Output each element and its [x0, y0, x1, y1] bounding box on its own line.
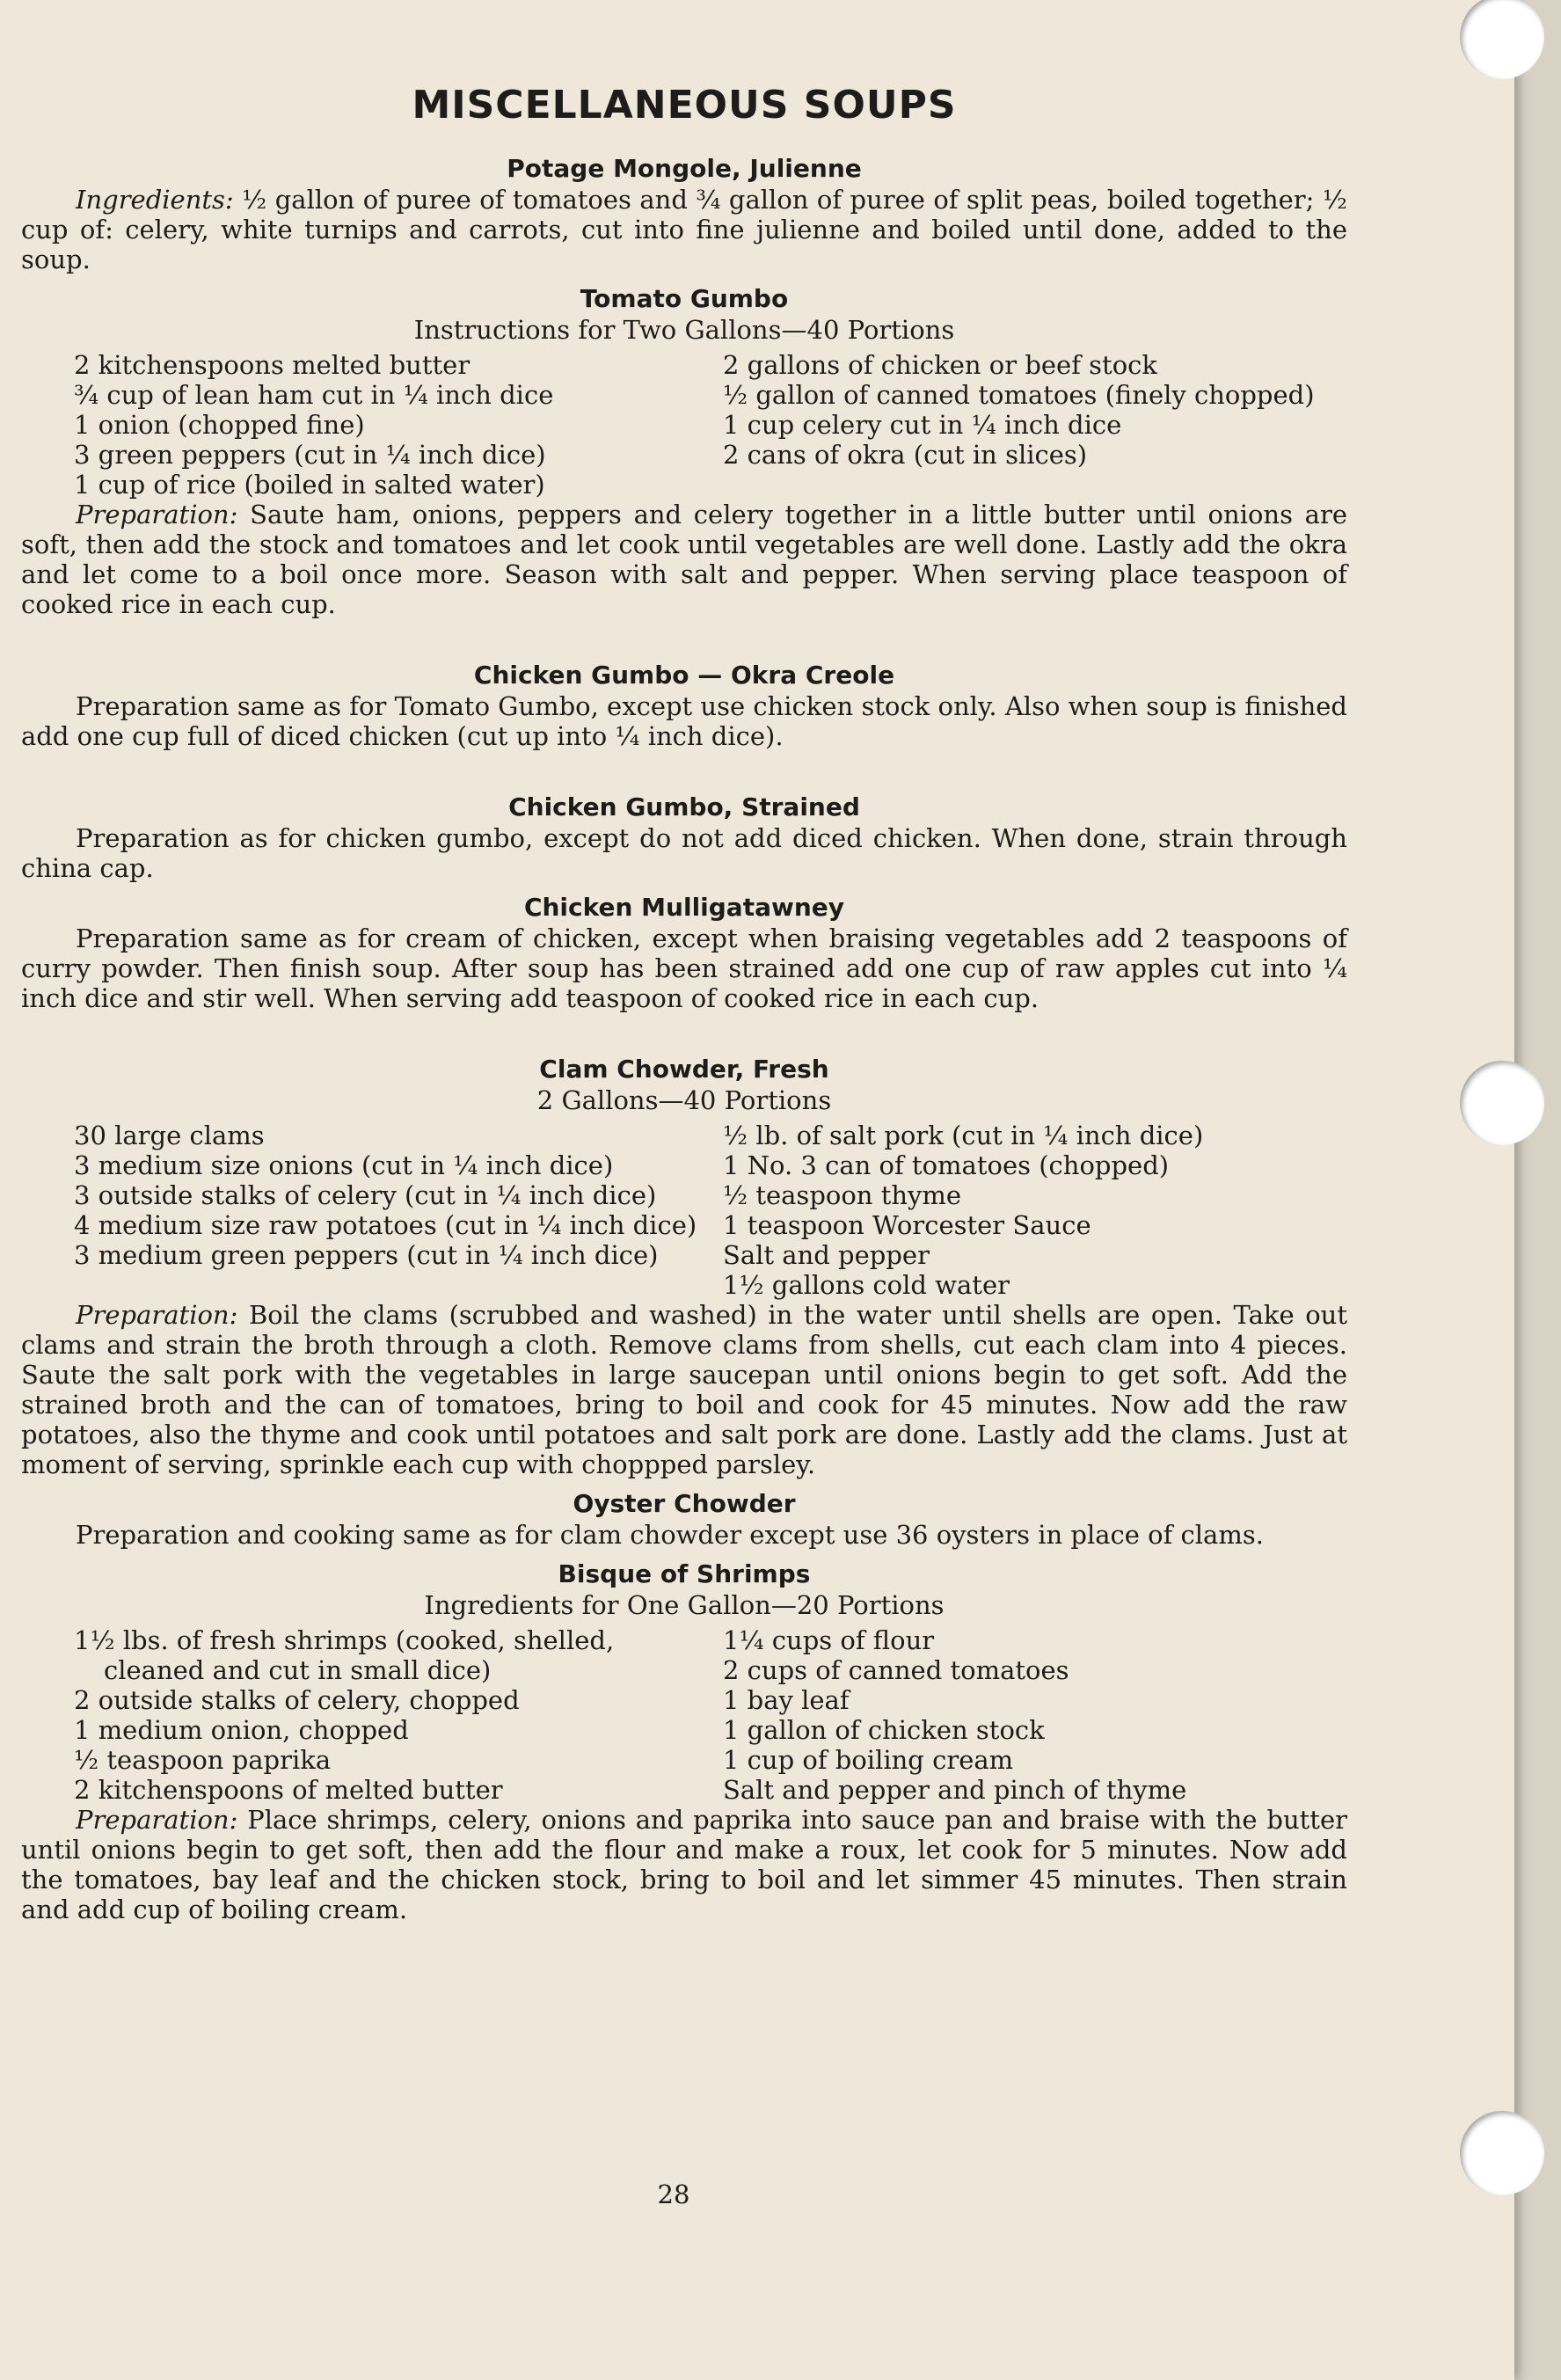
ingredient-item: 2 cans of okra (cut in slices)	[723, 440, 1088, 470]
ingredient-columns	[21, 350, 1347, 500]
recipe-instructions	[21, 691, 1347, 751]
paragraph-lead: Ingredients:	[76, 185, 234, 215]
ingredient-list-left	[21, 1625, 707, 1805]
ingredient-columns	[21, 1625, 1347, 1805]
paragraph-text: Boil the clams (scrubbed and washed) in the water until shells are open. Take out clams and strain the broth through a cloth. Remove clams from shells, cut each clam into 4 pieces. Saute the salt pork with the vegetables in large saucepan until onions begin to get soft. Add the strained broth and the can of tomatoes, bring to boil and cook for 45 minutes. Now add the raw potatoes, also the thyme and cook until potatoes and salt pork are done. Lastly add the clams. Just at moment of serving, sprinkle each cup with choppped parsley.	[21, 1300, 1347, 1479]
recipe-title: Potage Mongole, Julienne	[507, 154, 862, 183]
recipe-title: Tomato Gumbo	[580, 284, 789, 313]
recipe-potage-mongole	[21, 153, 1347, 274]
recipe-instructions	[21, 185, 1347, 274]
ingredient-item: 1 No. 3 can of tomatoes (chopped)	[723, 1150, 1170, 1180]
ingredient-item: 1 cup celery cut in ¼ inch dice	[723, 410, 1122, 440]
ingredient-item: 4 medium size raw potatoes (cut in ¼ inch dice)	[74, 1210, 697, 1240]
paragraph-text: Preparation same as for Tomato Gumbo, except use chicken stock only. Also when soup is finished add one cup full of diced chicken (cut up into ¼ inch dice).	[21, 691, 1347, 751]
recipe-title: Chicken Gumbo — Okra Creole	[473, 661, 895, 690]
ingredient-item: 1 onion (chopped fine)	[74, 410, 365, 440]
paragraph-text: Preparation as for chicken gumbo, except do not add diced chicken. When done, strain through china cap.	[21, 823, 1347, 883]
paragraph-lead: Preparation:	[76, 1805, 238, 1835]
binder-hole-top	[1460, 0, 1544, 79]
ingredient-item: 1 cup of rice (boiled in salted water)	[74, 470, 545, 500]
ingredient-item: 3 medium size onions (cut in ¼ inch dice)	[74, 1150, 614, 1180]
ingredient-list-right	[707, 1625, 1347, 1805]
ingredient-item: 3 medium green peppers (cut in ¼ inch dice)	[74, 1240, 659, 1270]
ingredient-item: ½ lb. of salt pork (cut in ¼ inch dice)	[723, 1121, 1204, 1150]
recipe-yield: Instructions for Two Gallons—40 Portions	[413, 315, 955, 345]
recipe-instructions	[21, 1805, 1347, 1924]
paragraph-text: Saute ham, onions, peppers and celery together in a little butter until onions are soft, then add the stock and tomatoes and let cook until vegetables are well done. Lastly add the okra and let come to a boil once more. Season with salt and pepper. When serving place teaspoon of cooked rice in each cup.	[21, 500, 1347, 619]
ingredient-item: 30 large clams	[74, 1121, 265, 1150]
paragraph-lead: Preparation:	[76, 500, 238, 529]
ingredient-item: ½ teaspoon thyme	[723, 1180, 962, 1210]
recipe-clam-chowder-fresh	[21, 1054, 1347, 1479]
ingredient-item: ½ gallon of canned tomatoes (finely chopped)	[723, 380, 1315, 410]
recipe-chicken-gumbo-okra-creole	[21, 660, 1347, 751]
recipe-tomato-gumbo	[21, 283, 1347, 619]
ingredient-item: 1 gallon of chicken stock	[723, 1715, 1045, 1745]
ingredient-item: 1½ lbs. of fresh shrimps (cooked, shelled, cleaned and cut in small dice)	[74, 1625, 615, 1685]
ingredient-list-left	[21, 350, 707, 500]
binder-hole-bottom	[1460, 2111, 1544, 2195]
recipe-instructions	[21, 500, 1347, 619]
ingredient-item: 1¼ cups of flour	[723, 1625, 935, 1655]
paragraph-text: Preparation and cooking same as for clam chowder except use 36 oysters in place of clams.	[76, 1520, 1264, 1550]
ingredient-item: 1 cup of boiling cream	[723, 1745, 1014, 1775]
ingredient-item: ½ teaspoon paprika	[74, 1745, 332, 1775]
recipe-instructions	[21, 1520, 1347, 1550]
ingredient-item: ¾ cup of lean ham cut in ¼ inch dice	[74, 380, 554, 410]
ingredient-item: 2 gallons of chicken or beef stock	[723, 350, 1157, 380]
ingredient-item: 2 cups of canned tomatoes	[723, 1655, 1069, 1685]
ingredient-item: 3 green peppers (cut in ¼ inch dice)	[74, 440, 546, 470]
recipe-chicken-gumbo-strained	[21, 792, 1347, 883]
page-content	[21, 81, 1347, 1924]
recipe-title: Oyster Chowder	[573, 1489, 796, 1518]
ingredient-item: Salt and pepper	[723, 1240, 930, 1270]
recipe-oyster-chowder	[21, 1488, 1347, 1550]
ingredient-item: 1 bay leaf	[723, 1685, 850, 1715]
recipe-chicken-mulligatawney	[21, 892, 1347, 1013]
recipe-instructions	[21, 823, 1347, 883]
paragraph-lead: Preparation:	[76, 1300, 238, 1330]
binder-hole-middle	[1460, 1061, 1544, 1145]
recipe-title: Bisque of Shrimps	[558, 1559, 811, 1588]
paragraph-text: Place shrimps, celery, onions and paprika into sauce pan and braise with the butter until onions begin to get soft, then add the flour and make a roux, let cook for 5 minutes. Now add the tomatoes, bay leaf and the chicken stock, bring to boil and let simmer 45 minutes. Then strain and add cup of boiling cream.	[21, 1805, 1347, 1924]
ingredient-columns	[21, 1121, 1347, 1300]
ingredient-item: 1 medium onion, chopped	[74, 1715, 409, 1745]
recipe-title: Chicken Mulligatawney	[523, 893, 845, 922]
ingredient-list-left	[21, 1121, 707, 1300]
recipe-yield: Ingredients for One Gallon—20 Portions	[424, 1590, 945, 1620]
ingredient-item: 1½ gallons cold water	[723, 1270, 1010, 1300]
ingredient-item: Salt and pepper and pinch of thyme	[723, 1775, 1187, 1805]
ingredient-item: 2 kitchenspoons melted butter	[74, 350, 470, 380]
ingredient-item: 2 outside stalks of celery, chopped	[74, 1685, 520, 1715]
ingredient-item: 2 kitchenspoons of melted butter	[74, 1775, 503, 1805]
recipe-bisque-of-shrimps	[21, 1559, 1347, 1924]
paragraph-text: Preparation same as for cream of chicken, except when braising vegetables add 2 teaspoons of curry powder. Then finish soup. After soup has been strained add one cup of raw apples cut into ¼ inch dice and stir well. When serving add teaspoon of cooked rice in each cup.	[21, 924, 1347, 1013]
recipe-title: Chicken Gumbo, Strained	[508, 792, 860, 821]
recipe-yield: 2 Gallons—40 Portions	[536, 1085, 832, 1115]
ingredient-list-right	[707, 350, 1347, 500]
recipe-title: Clam Chowder, Fresh	[539, 1055, 829, 1084]
recipe-instructions	[21, 924, 1347, 1013]
ingredient-item: 3 outside stalks of celery (cut in ¼ inch dice)	[74, 1180, 657, 1210]
recipe-instructions	[21, 1300, 1347, 1479]
page-title: MISCELLANEOUS SOUPS	[412, 83, 957, 128]
ingredient-list-right	[707, 1121, 1347, 1300]
ingredient-item: 1 teaspoon Worcester Sauce	[723, 1210, 1091, 1240]
paragraph-text: ½ gallon of puree of tomatoes and ¾ gallon of puree of split peas, boiled together; ½ cup of: celery, white turnips and carrots, cut into fine julienne and boiled until done, added to the soup.	[21, 185, 1347, 274]
page-number: 28	[657, 2179, 690, 2209]
